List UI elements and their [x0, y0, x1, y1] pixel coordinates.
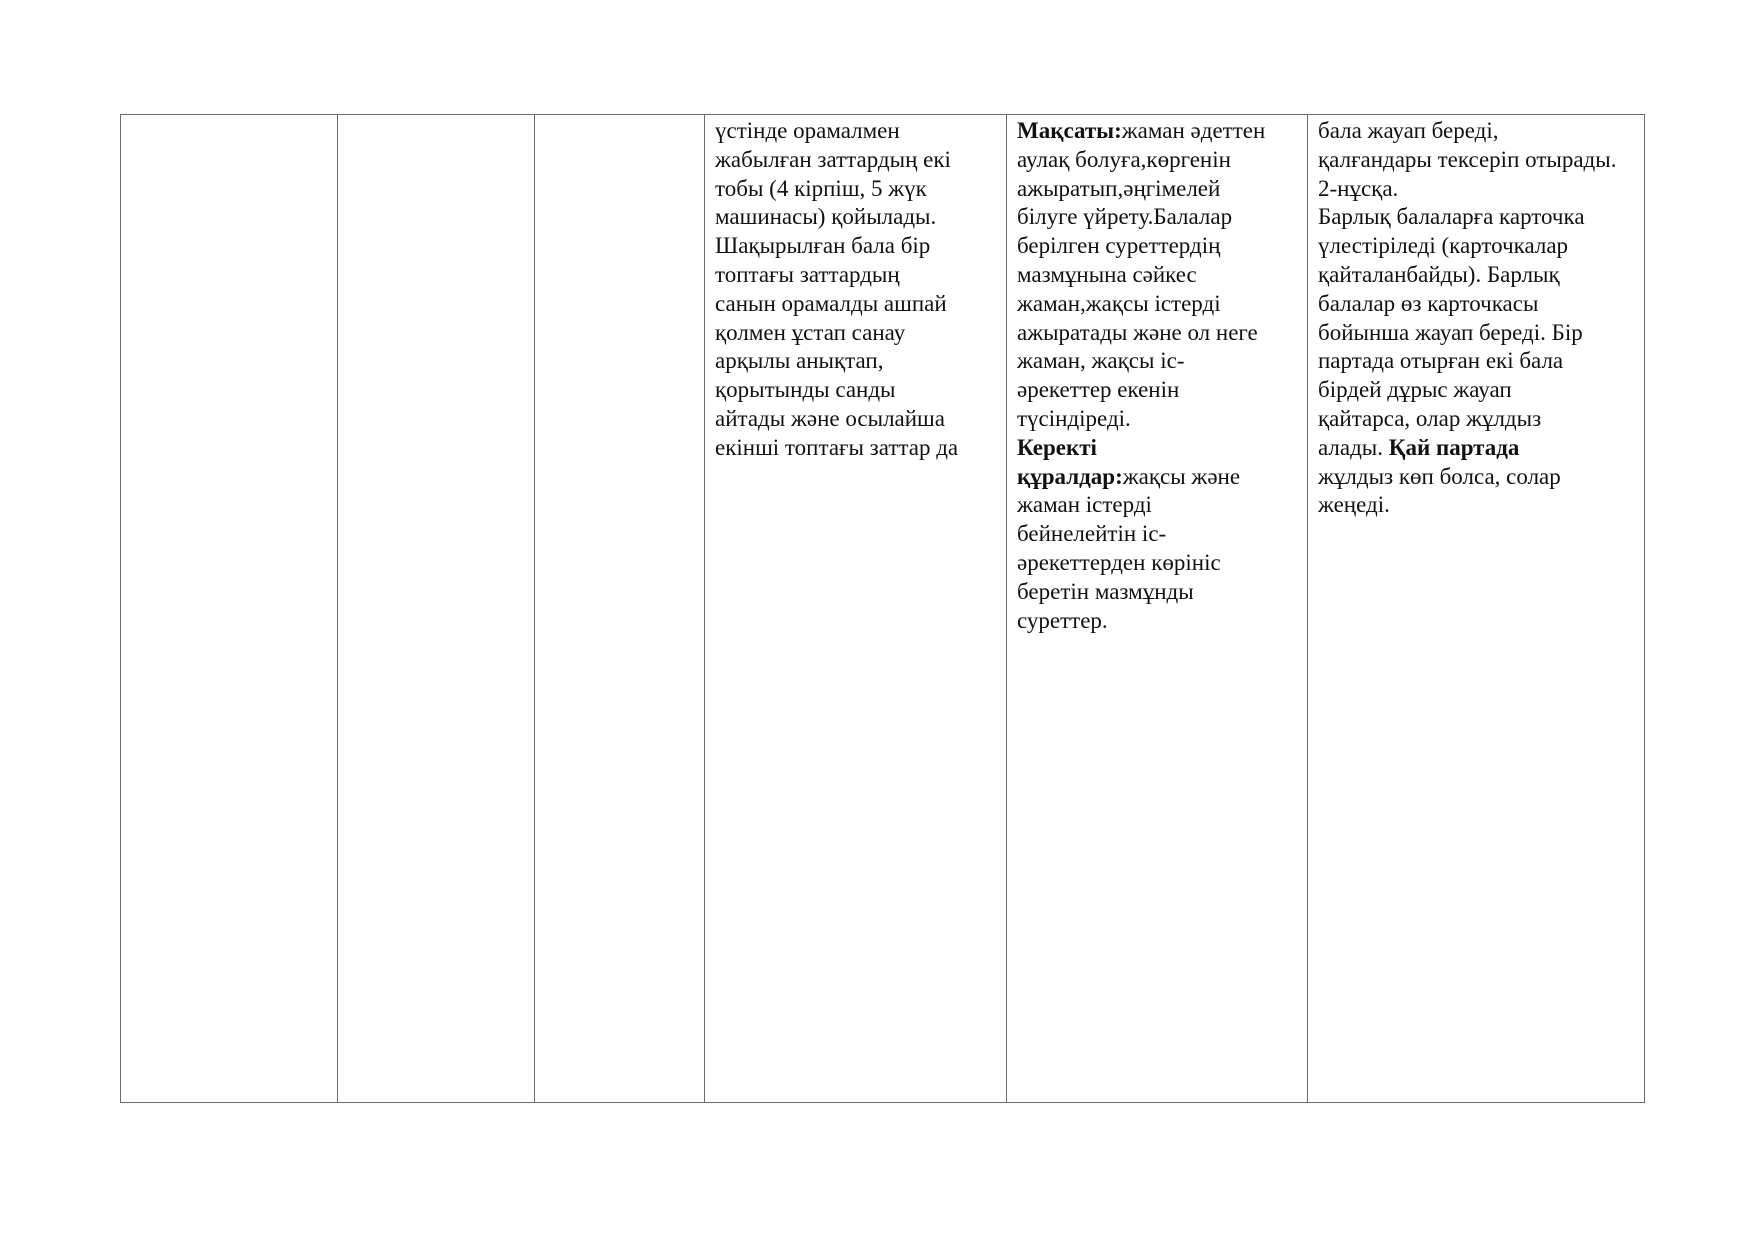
tools-label-line	[1017, 434, 1307, 463]
goal-line: ажыратады және ол неге	[1017, 319, 1258, 345]
variant-line: 2-нұсқа.	[1318, 175, 1399, 201]
table-cell-empty-3	[535, 115, 705, 1103]
goal-line: түсіндіреді.	[1017, 405, 1131, 431]
procedure-line: машинасы) қойылады.	[715, 204, 937, 230]
goal-line: ажыратып,әңгімелей	[1017, 175, 1221, 201]
table-cell-empty-2	[338, 115, 535, 1103]
variant-bold: Қай партада	[1383, 434, 1520, 460]
tools-first-line	[1017, 463, 1307, 492]
goal-line: берілген суреттердің	[1017, 233, 1221, 259]
variant-line: бірдей дұрыс жауап	[1318, 377, 1512, 403]
variant-line: қалғандары тексеріп отырады.	[1318, 146, 1617, 172]
procedure-line: топтағы заттардың	[715, 261, 900, 287]
tools-text: жақсы және	[1122, 463, 1241, 489]
table-cell-empty-1	[121, 115, 338, 1103]
table-row	[121, 115, 1645, 1103]
variant-line: қайтарса, олар жұлдыз	[1318, 405, 1542, 431]
tools-line: суреттер.	[1017, 607, 1108, 633]
tools-line: жаман істерді	[1017, 492, 1152, 518]
tools-line: әрекеттерден көрініс	[1017, 549, 1221, 575]
table-cell-goal-and-tools	[1007, 115, 1308, 1103]
variant-line: балалар өз карточкасы	[1318, 290, 1539, 316]
procedure-line: үстінде орамалмен	[715, 118, 900, 143]
variant-line: қайталанбайды). Барлық	[1318, 261, 1560, 287]
table-cell-game-variant	[1308, 115, 1645, 1103]
procedure-line: екінші топтағы заттар да	[715, 434, 959, 460]
variant-line: бойынша жауап береді. Бір	[1318, 319, 1583, 345]
tools-label-1: Керекті	[1017, 434, 1097, 460]
procedure-line: қолмен ұстап санау	[715, 319, 906, 345]
goal-label: Мақсаты:	[1017, 118, 1122, 143]
variant-line: бала жауап береді,	[1318, 118, 1499, 143]
variant-mixed-line	[1318, 434, 1644, 463]
variant-line: партада отырған екі бала	[1318, 348, 1564, 374]
goal-line: аулақ болуға,көргенін	[1017, 146, 1231, 172]
variant-text: алады.	[1318, 434, 1384, 460]
goal-line: мазмұнына сәйкес	[1017, 261, 1197, 287]
goal-line: жаман,жақсы істерді	[1017, 290, 1221, 316]
lesson-plan-table	[120, 114, 1645, 1103]
procedure-line: Шақырылған бала бір	[715, 233, 931, 259]
procedure-line: санын орамалды ашпай	[715, 290, 947, 316]
variant-line: Барлық балаларға карточка	[1318, 204, 1585, 230]
goal-first-line	[1017, 117, 1307, 146]
procedure-line: қорытынды санды	[715, 377, 896, 403]
procedure-line: жабылған заттардың екі	[715, 146, 951, 172]
procedure-line: айтады және осылайша	[715, 405, 945, 431]
tools-label-2: құралдар:	[1017, 463, 1123, 489]
variant-line: үлестіріледі (карточкалар	[1318, 233, 1569, 259]
goal-line: әрекеттер екенін	[1017, 377, 1180, 403]
table-cell-game-procedure	[705, 115, 1007, 1103]
goal-text: жаман әдеттен	[1121, 118, 1266, 143]
variant-line: жұлдыз көп болса, солар	[1318, 463, 1561, 489]
tools-line: бейнелейтін іс-	[1017, 521, 1167, 547]
goal-line: білуге үйрету.Балалар	[1017, 204, 1233, 230]
procedure-line: тобы (4 кірпіш, 5 жүк	[715, 175, 927, 201]
tools-line: беретін мазмұнды	[1017, 578, 1194, 604]
variant-line: жеңеді.	[1318, 492, 1390, 518]
procedure-line: арқылы анықтап,	[715, 348, 884, 374]
goal-line: жаман, жақсы іс-	[1017, 348, 1185, 374]
